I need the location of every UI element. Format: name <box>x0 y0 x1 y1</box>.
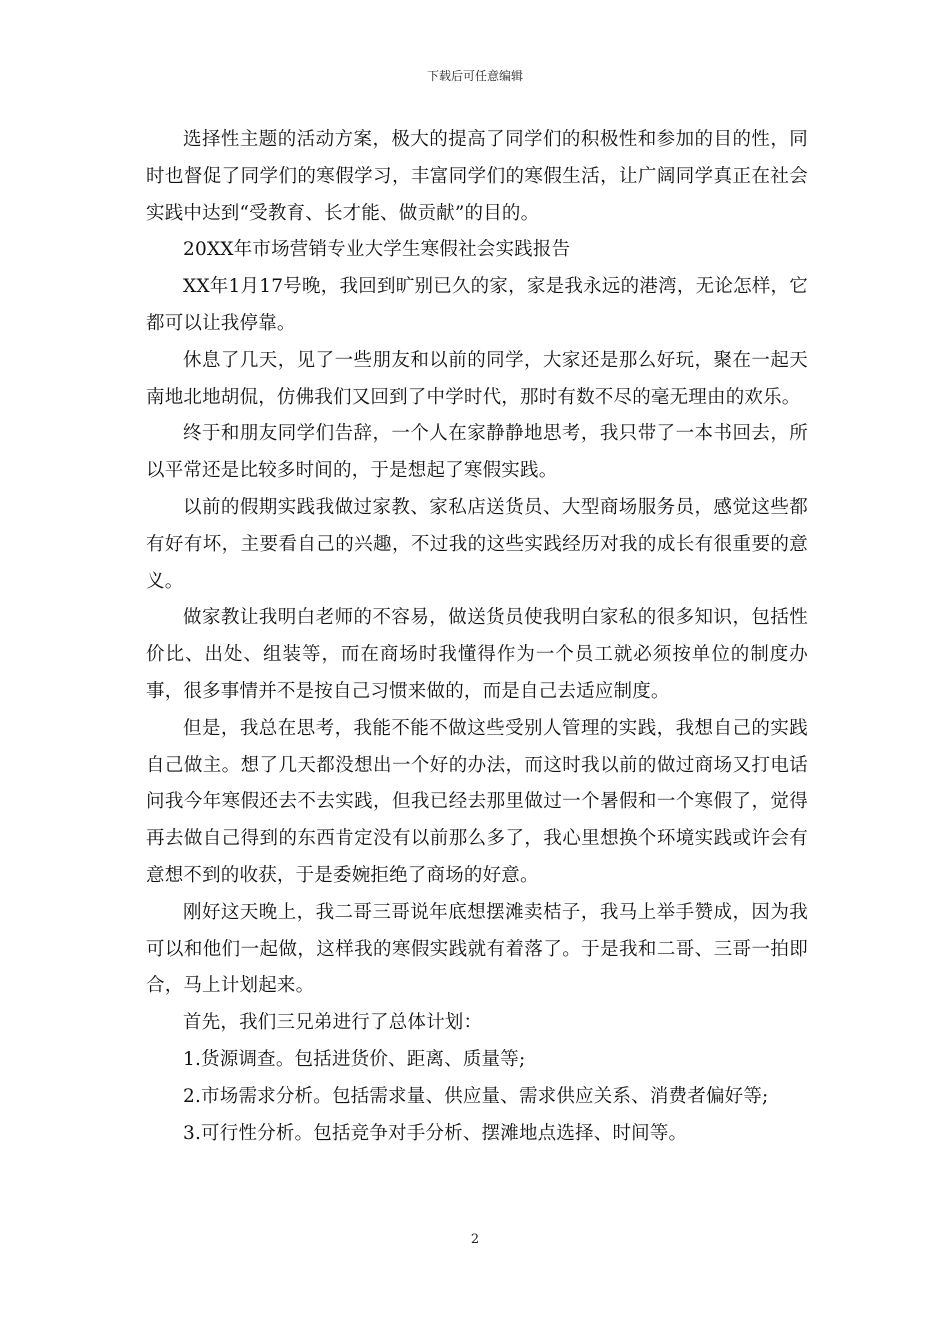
paragraph: 首先，我们三兄弟进行了总体计划： <box>183 1012 483 1034</box>
list-item: 3.可行性分析。包括竞争对手分析、摆滩地点选择、时间等。 <box>183 1122 688 1144</box>
list-item: 1.货源调查。包括进货价、距离、质量等; <box>183 1048 526 1070</box>
page-number: 2 <box>470 1232 480 1247</box>
paragraph: 终于和朋友同学们告辞，一个人在家静静地思考，我只带了一本书回去，所以平常还是比较多时间的，于是想起了寒假实践。 <box>146 423 808 482</box>
list-item: 2.市场需求分析。包括需求量、供应量、需求供应关系、消费者偏好等; <box>183 1085 769 1107</box>
paragraph: 休息了几天，见了一些朋友和以前的同学，大家还是那么好玩，聚在一起天南地北地胡侃，仿佛我们又回到了中学时代，那时有数不尽的毫无理由的欢乐。 <box>146 349 808 408</box>
paragraph: 选择性主题的活动方案，极大的提高了同学们的积极性和参加的目的性，同时也督促了同学们的寒假学习，丰富同学们的寒假生活，让广阔同学真正在社会实践中达到“受教育、长才能、做贡献”的目的。 <box>146 129 808 224</box>
page-header: 下载后可任意编辑 <box>426 69 523 83</box>
paragraph: 做家教让我明白老师的不容易，做送货员使我明白家私的很多知识，包括性价比、出处、组装等，而在商场时我懂得作为一个员工就必须按单位的制度办事，很多事情并不是按自己习惯来做的，而是自己去适应制度。 <box>146 607 808 702</box>
paragraph: XX年1月17号晚，我回到旷别已久的家，家是我永远的港湾，无论怎样，它都可以让我停靠。 <box>146 276 808 334</box>
document-body <box>146 122 808 1152</box>
paragraph: 但是，我总在思考，我能不能不做这些受别人管理的实践，我想自己的实践自己做主。想了几天都没想出一个好的办法，而这时我以前的做过商场又打电话问我今年寒假还去不去实践，但我已经去那里做过一个暑假和一个寒假了，觉得再去做自己得到的东西肯定没有以前那么多了，我心里想换个环境实践或许会有意想不到的收获，于是委婉拒绝了商场的好意。 <box>146 717 808 886</box>
section-title: 20XX年市场营销专业大学生寒假社会实践报告 <box>183 239 571 261</box>
paragraph: 以前的假期实践我做过家教、家私店送货员、大型商场服务员，感觉这些都有好有坏，主要看自己的兴趣，不过我的这些实践经历对我的成长有很重要的意义。 <box>146 496 808 592</box>
paragraph: 刚好这天晚上，我二哥三哥说年底想摆滩卖桔子，我马上举手赞成，因为我可以和他们一起做，这样我的寒假实践就有着落了。于是我和二哥、三哥一拍即合，马上计划起来。 <box>146 901 808 997</box>
